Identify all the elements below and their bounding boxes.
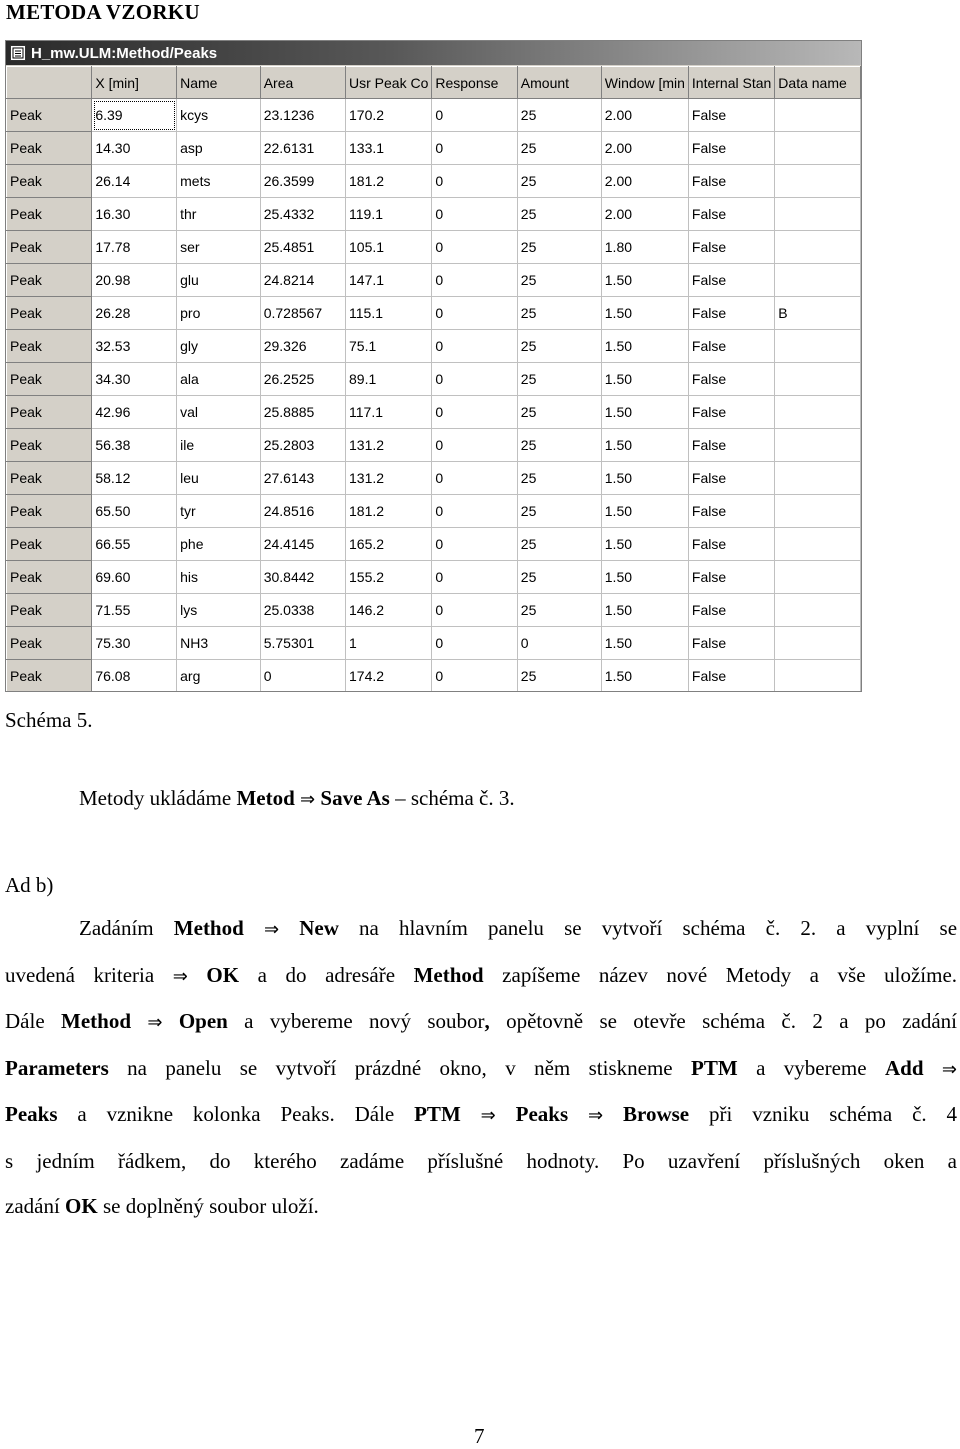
paragraph-line [5, 906, 957, 953]
table-cell[interactable]: 25 [517, 396, 601, 429]
column-header[interactable]: Internal Stan [688, 67, 774, 99]
table-cell[interactable]: 1.80 [601, 231, 688, 264]
table-cell[interactable]: 25 [517, 264, 601, 297]
column-header[interactable]: Amount [517, 67, 601, 99]
table-cell[interactable]: NH3 [177, 627, 261, 660]
term-parameters: Parameters [5, 1055, 109, 1080]
table-cell[interactable]: False [688, 429, 774, 462]
table-cell[interactable]: 25 [517, 660, 601, 693]
table-cell[interactable] [775, 396, 861, 429]
table-cell[interactable]: 5.75301 [260, 627, 345, 660]
row-header[interactable]: Peak [7, 363, 92, 396]
table-cell[interactable]: 20.98 [92, 264, 177, 297]
term-browse: Browse [623, 1102, 690, 1126]
table-cell[interactable]: 155.2 [346, 561, 432, 594]
table-cell[interactable]: 131.2 [346, 429, 432, 462]
table-cell[interactable]: False [688, 264, 774, 297]
column-header[interactable]: Usr Peak Co [346, 67, 432, 99]
table-cell[interactable]: 1.50 [601, 330, 688, 363]
table-cell[interactable]: 24.8214 [260, 264, 345, 297]
implies-arrow-icon: ⇒ [263, 919, 280, 940]
page-heading: METODA VZORKU [6, 0, 200, 24]
table-cell[interactable]: 27.6143 [260, 462, 345, 495]
table-cell[interactable]: 71.55 [92, 594, 177, 627]
implies-arrow-icon: ⇒ [172, 965, 188, 987]
text: opětovně se otevře schéma č. 2 a po zadání [489, 1009, 958, 1033]
table-cell[interactable]: 25.4332 [260, 198, 345, 231]
row-header[interactable]: Peak [7, 660, 92, 693]
table-cell[interactable]: 56.38 [92, 429, 177, 462]
table-cell[interactable] [775, 594, 861, 627]
table-cell[interactable]: False [688, 660, 774, 693]
table-cell[interactable]: 0 [432, 132, 517, 165]
table-cell[interactable]: 0 [432, 660, 517, 693]
table-cell[interactable]: 30.8442 [260, 561, 345, 594]
column-header[interactable]: X [min] [92, 67, 177, 99]
term-method: Method [61, 1009, 131, 1033]
text: a do adresáře [239, 962, 414, 987]
table-cell[interactable]: 1.50 [601, 627, 688, 660]
text: při vzniku schéma č. 4 [689, 1102, 958, 1126]
table-cell[interactable] [775, 660, 861, 693]
table-cell[interactable] [775, 528, 861, 561]
implies-arrow-icon: ⇒ [588, 1105, 604, 1126]
table-row[interactable] [7, 330, 861, 363]
table-cell[interactable]: 0 [432, 561, 517, 594]
row-header[interactable]: Peak [7, 231, 92, 264]
text: se doplněný soubor uloží. [97, 1194, 319, 1218]
table-cell[interactable]: phe [177, 528, 261, 561]
row-header[interactable]: Peak [7, 627, 92, 660]
table-cell[interactable]: 0 [432, 264, 517, 297]
table-cell[interactable] [775, 495, 861, 528]
table-cell[interactable]: False [688, 528, 774, 561]
table-row[interactable] [7, 594, 861, 627]
table-cell[interactable]: 22.6131 [260, 132, 345, 165]
text: , [484, 1009, 490, 1033]
window-titlebar[interactable] [6, 41, 861, 65]
column-header[interactable]: Name [177, 67, 261, 99]
table-cell[interactable]: ile [177, 429, 261, 462]
table-cell[interactable] [775, 198, 861, 231]
table-cell[interactable]: False [688, 396, 774, 429]
table-row[interactable] [7, 429, 861, 462]
table-cell[interactable] [775, 363, 861, 396]
table-cell[interactable]: 26.14 [92, 165, 177, 198]
table-cell[interactable]: 25 [517, 99, 601, 132]
term-new: New [299, 916, 339, 940]
table-cell[interactable]: 1.50 [601, 561, 688, 594]
text: a vybereme [737, 1055, 885, 1080]
table-cell[interactable]: 0 [432, 363, 517, 396]
table-row[interactable] [7, 462, 861, 495]
row-header[interactable]: Peak [7, 99, 92, 132]
table-row[interactable] [7, 99, 861, 132]
table-cell[interactable]: 25 [517, 198, 601, 231]
table-cell[interactable]: pro [177, 297, 261, 330]
corner-header[interactable] [7, 67, 92, 99]
table-cell[interactable]: False [688, 165, 774, 198]
row-header[interactable]: Peak [7, 429, 92, 462]
text: Dále [5, 1009, 61, 1033]
table-cell[interactable]: tyr [177, 495, 261, 528]
implies-arrow-icon: ⇒ [480, 1105, 496, 1126]
table-cell[interactable] [775, 330, 861, 363]
paragraph-line [5, 953, 957, 1000]
section-label: Ad b) [5, 873, 54, 897]
text: uvedená kriteria [5, 962, 173, 987]
table-cell[interactable]: 0 [432, 627, 517, 660]
term-method: Method [173, 916, 244, 940]
term-save-as: Save As [320, 786, 390, 810]
table-cell[interactable]: False [688, 495, 774, 528]
table-cell[interactable]: 58.12 [92, 462, 177, 495]
term-peaks: Peaks [515, 1102, 569, 1126]
table-cell[interactable]: 25 [517, 231, 601, 264]
table-cell[interactable]: 2.00 [601, 99, 688, 132]
text: na panelu se vytvoří prázdné okno, v něm stiskneme [108, 1055, 692, 1080]
paragraph-line [5, 1092, 957, 1139]
table-cell[interactable]: False [688, 627, 774, 660]
text: Zadáním [79, 916, 174, 940]
column-header[interactable]: Window [min [601, 67, 688, 99]
table-cell[interactable]: 165.2 [346, 528, 432, 561]
table-cell[interactable]: False [688, 132, 774, 165]
text: zadání [5, 1194, 66, 1218]
table-cell[interactable]: 133.1 [346, 132, 432, 165]
column-header[interactable]: Area [260, 67, 345, 99]
table-cell[interactable]: 0 [432, 99, 517, 132]
row-header[interactable]: Peak [7, 165, 92, 198]
table-cell[interactable]: 25 [517, 495, 601, 528]
table-row[interactable] [7, 561, 861, 594]
table-header-row [7, 67, 861, 99]
table-cell[interactable]: 0 [432, 429, 517, 462]
table-cell[interactable]: False [688, 462, 774, 495]
table-cell[interactable]: 14.30 [92, 132, 177, 165]
implies-arrow-icon: ⇒ [300, 789, 316, 810]
table-cell[interactable]: 32.53 [92, 330, 177, 363]
table-cell[interactable]: thr [177, 198, 261, 231]
table-cell[interactable]: 1.50 [601, 594, 688, 627]
table-cell[interactable]: mets [177, 165, 261, 198]
row-header[interactable]: Peak [7, 396, 92, 429]
table-cell[interactable]: 105.1 [346, 231, 432, 264]
row-header[interactable]: Peak [7, 528, 92, 561]
table-cell[interactable] [775, 99, 861, 132]
table-cell[interactable]: 25.0338 [260, 594, 345, 627]
table-cell[interactable]: B [775, 297, 861, 330]
term-method: Method [413, 962, 484, 987]
column-header[interactable]: Response [432, 67, 517, 99]
table-cell[interactable]: 1.50 [601, 363, 688, 396]
figure-caption: Schéma 5. [5, 708, 93, 732]
table-cell[interactable]: 75.1 [346, 330, 432, 363]
table-cell[interactable] [775, 231, 861, 264]
implies-arrow-icon: ⇒ [941, 1058, 957, 1080]
table-cell[interactable]: asp [177, 132, 261, 165]
table-cell[interactable]: 146.2 [346, 594, 432, 627]
table-cell[interactable]: 2.00 [601, 165, 688, 198]
column-header[interactable]: Data name [775, 67, 861, 99]
table-cell[interactable]: False [688, 297, 774, 330]
table-cell[interactable]: glu [177, 264, 261, 297]
text: Metody ukládáme [79, 786, 237, 810]
table-cell[interactable]: 174.2 [346, 660, 432, 693]
table-cell[interactable]: 0 [432, 198, 517, 231]
table-cell[interactable]: 24.4145 [260, 528, 345, 561]
table-cell[interactable]: 0 [432, 297, 517, 330]
term-add: Add [884, 1055, 924, 1080]
table-cell[interactable]: 23.1236 [260, 99, 345, 132]
table-cell[interactable] [775, 165, 861, 198]
text: zapíšeme název nové Metody a vše uložíme. [483, 962, 958, 987]
table-cell[interactable]: 1.50 [601, 297, 688, 330]
row-header[interactable]: Peak [7, 495, 92, 528]
table-cell[interactable] [775, 627, 861, 660]
table-cell[interactable] [775, 429, 861, 462]
table-cell[interactable]: 0 [432, 495, 517, 528]
term-ptm: PTM [691, 1055, 738, 1080]
term-peaks: Peaks [5, 1102, 58, 1126]
table-cell[interactable]: 1 [346, 627, 432, 660]
table-row[interactable] [7, 528, 861, 561]
term-open: Open [178, 1009, 228, 1033]
table-cell[interactable]: 25.2803 [260, 429, 345, 462]
table-cell[interactable]: leu [177, 462, 261, 495]
table-cell[interactable]: 17.78 [92, 231, 177, 264]
table-cell[interactable]: 115.1 [346, 297, 432, 330]
table-row[interactable] [7, 495, 861, 528]
table-cell[interactable]: 16.30 [92, 198, 177, 231]
implies-arrow-icon: ⇒ [147, 1012, 163, 1033]
table-cell[interactable]: 0 [432, 396, 517, 429]
table-cell[interactable]: 0 [260, 660, 345, 693]
table-cell[interactable]: 89.1 [346, 363, 432, 396]
table-cell[interactable]: 25 [517, 363, 601, 396]
table-cell[interactable]: 34.30 [92, 363, 177, 396]
table-cell[interactable]: kcys [177, 99, 261, 132]
row-header[interactable]: Peak [7, 594, 92, 627]
text: na hlavním panelu se vytvoří schéma č. 2. a vyplní se [338, 916, 958, 940]
table-cell[interactable]: 65.50 [92, 495, 177, 528]
table-row[interactable] [7, 231, 861, 264]
table-cell[interactable]: 25 [517, 594, 601, 627]
table-cell[interactable] [775, 264, 861, 297]
table-cell[interactable]: False [688, 363, 774, 396]
paragraph-line [5, 999, 957, 1046]
table-cell[interactable] [775, 132, 861, 165]
table-cell[interactable]: False [688, 99, 774, 132]
table-cell[interactable]: 0 [432, 231, 517, 264]
paragraph-line [5, 1184, 957, 1230]
text: – schéma č. 3. [389, 786, 515, 810]
row-header[interactable]: Peak [7, 561, 92, 594]
table-cell[interactable]: 0 [517, 627, 601, 660]
table-cell[interactable]: 1.50 [601, 264, 688, 297]
table-cell[interactable]: 26.3599 [260, 165, 345, 198]
table-row[interactable] [7, 660, 861, 693]
table-cell[interactable]: 170.2 [346, 99, 432, 132]
table-row[interactable] [7, 165, 861, 198]
table-cell[interactable]: 131.2 [346, 462, 432, 495]
peaks-table[interactable] [6, 66, 861, 692]
table-cell[interactable]: 25 [517, 528, 601, 561]
table-cell[interactable]: val [177, 396, 261, 429]
table-row[interactable] [7, 627, 861, 660]
table-cell[interactable]: gly [177, 330, 261, 363]
row-header[interactable]: Peak [7, 297, 92, 330]
table-cell[interactable]: 25.8885 [260, 396, 345, 429]
table-cell[interactable]: 24.8516 [260, 495, 345, 528]
table-cell[interactable]: False [688, 231, 774, 264]
paragraph-line: s jedním řádkem, do kterého zadáme příslušné hodnoty. Po uzavření příslušných oken a [5, 1148, 957, 1173]
table-cell[interactable]: 181.2 [346, 495, 432, 528]
table-cell[interactable]: 25 [517, 165, 601, 198]
table-cell[interactable]: 0.728567 [260, 297, 345, 330]
term-ptm: PTM [414, 1102, 461, 1126]
table-cell[interactable]: 69.60 [92, 561, 177, 594]
window-title: H_mw.ULM:Method/Peaks [31, 44, 218, 62]
table-cell[interactable]: 1.50 [601, 429, 688, 462]
table-cell[interactable]: 25 [517, 462, 601, 495]
table-cell[interactable]: ser [177, 231, 261, 264]
text: a vznikne kolonka Peaks. Dále [57, 1102, 415, 1126]
row-header[interactable]: Peak [7, 330, 92, 363]
table-cell[interactable]: 0 [432, 165, 517, 198]
table-cell[interactable]: 6.39 [92, 99, 177, 132]
table-cell[interactable] [775, 561, 861, 594]
table-cell[interactable]: 1.50 [601, 495, 688, 528]
table-cell[interactable]: 26.28 [92, 297, 177, 330]
table-cell[interactable]: 1.50 [601, 396, 688, 429]
table-cell[interactable]: 25 [517, 429, 601, 462]
table-cell[interactable]: 0 [432, 330, 517, 363]
table-cell[interactable]: his [177, 561, 261, 594]
table-cell[interactable]: 1.50 [601, 462, 688, 495]
table-cell[interactable]: 75.30 [92, 627, 177, 660]
row-header[interactable]: Peak [7, 198, 92, 231]
table-cell[interactable]: False [688, 330, 774, 363]
table-cell[interactable]: ala [177, 363, 261, 396]
table-cell[interactable]: 1.50 [601, 528, 688, 561]
table-cell[interactable]: lys [177, 594, 261, 627]
table-cell[interactable]: 2.00 [601, 198, 688, 231]
table-row[interactable] [7, 264, 861, 297]
table-cell[interactable]: 76.08 [92, 660, 177, 693]
table-cell[interactable]: 26.2525 [260, 363, 345, 396]
table-cell[interactable]: 25.4851 [260, 231, 345, 264]
paragraph-line [5, 1046, 957, 1093]
table-cell[interactable]: 0 [432, 528, 517, 561]
table-cell[interactable]: 25 [517, 132, 601, 165]
page-number: 7 [474, 1424, 485, 1448]
document-icon [10, 45, 26, 61]
table-row[interactable] [7, 396, 861, 429]
table-cell[interactable]: False [688, 561, 774, 594]
table-cell[interactable]: 42.96 [92, 396, 177, 429]
method-peaks-window[interactable] [5, 40, 862, 692]
table-cell[interactable]: 2.00 [601, 132, 688, 165]
table-cell[interactable]: False [688, 594, 774, 627]
row-header[interactable]: Peak [7, 264, 92, 297]
table-cell[interactable]: 181.2 [346, 165, 432, 198]
table-cell[interactable]: arg [177, 660, 261, 693]
row-header[interactable]: Peak [7, 462, 92, 495]
table-cell[interactable]: 25 [517, 297, 601, 330]
term-metod: Metod [236, 786, 295, 810]
table-cell[interactable]: False [688, 198, 774, 231]
table-row[interactable] [7, 132, 861, 165]
table-cell[interactable]: 0 [432, 462, 517, 495]
table-row[interactable] [7, 297, 861, 330]
term-ok: OK [65, 1194, 98, 1218]
text: a vybereme nový soubor [227, 1009, 485, 1033]
row-header[interactable]: Peak [7, 132, 92, 165]
table-cell[interactable]: 25 [517, 330, 601, 363]
table-cell[interactable] [775, 462, 861, 495]
paragraph-save [79, 775, 515, 823]
table-row[interactable] [7, 363, 861, 396]
table-cell[interactable]: 0 [432, 594, 517, 627]
table-cell[interactable]: 29.326 [260, 330, 345, 363]
table-cell[interactable]: 1.50 [601, 660, 688, 693]
table-cell[interactable]: 117.1 [346, 396, 432, 429]
term-ok: OK [206, 962, 240, 987]
table-row[interactable] [7, 198, 861, 231]
table-cell[interactable]: 25 [517, 561, 601, 594]
table-cell[interactable]: 66.55 [92, 528, 177, 561]
paragraph-new-method [5, 906, 957, 1230]
table-cell[interactable]: 119.1 [346, 198, 432, 231]
table-cell[interactable]: 147.1 [346, 264, 432, 297]
